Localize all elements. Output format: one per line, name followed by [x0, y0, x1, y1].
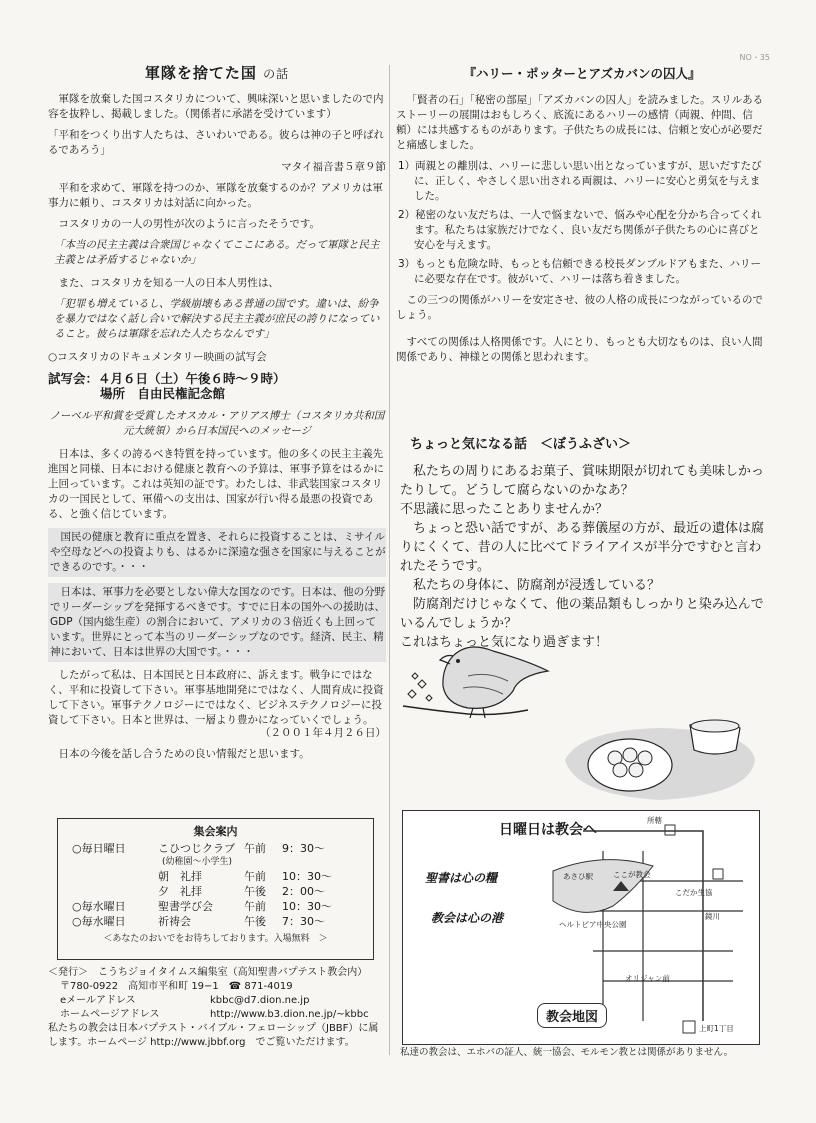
meeting-day	[58, 884, 158, 899]
list-item: 3）もっとも危険な時、もっとも信頼できる校長ダンブルドアもまた、ハリーに必要な存在です。彼がいて、ハリーは落ち着きました。	[398, 258, 762, 285]
publisher-address: 〒780-0922 高知市平和町 19−1 ☎ 871-4019	[60, 981, 293, 992]
paragraph: 私たちの身体に、防腐剤が浸透している？	[413, 578, 661, 593]
meeting-name: 祈祷会	[158, 915, 191, 928]
homepage-label: ホームページアドレス	[60, 1009, 160, 1020]
closing-paragraph: 日本の今後を話し合うための良い情報だと思います。	[58, 748, 310, 760]
paragraph: これはちょっと気になり過ぎます！	[400, 635, 609, 650]
disclaimer: 私達の教会は、エホバの証人、統一協会、モルモン教とは関係がありません。	[400, 1047, 734, 1058]
meeting-day: ○毎日曜日	[72, 842, 126, 855]
kininaru-title: ちょっと気になる話 ＜ぼうふざい＞	[410, 437, 632, 452]
meeting-ampm: 午前	[244, 870, 266, 883]
right-column	[396, 60, 768, 371]
paragraph: 防腐剤だけじゃなくて、他の薬品類もしっかりと染み込んでいるんでしょうか？	[400, 597, 764, 631]
meeting-time: 9：30〜	[282, 842, 325, 855]
meeting-schedule	[57, 818, 374, 960]
meeting-name: 聖書学び会	[158, 900, 213, 913]
map-label: あさひ駅	[563, 872, 593, 881]
meeting-time: 10：30〜	[282, 900, 332, 913]
meeting-name: 朝 礼拝	[158, 870, 202, 883]
church-map	[402, 810, 760, 1045]
meeting-name: 夕 礼拝	[158, 885, 202, 898]
meeting-time: 2：00〜	[282, 885, 325, 898]
sweets-illustration	[560, 700, 760, 810]
meeting-row	[58, 841, 373, 856]
meeting-ampm: 午前	[244, 900, 266, 913]
map-label: 鏡川	[705, 912, 720, 921]
meeting-ampm: 午前	[244, 842, 266, 855]
meeting-time: 10：30〜	[282, 870, 332, 883]
meeting-day: ○毎水曜日	[72, 900, 126, 913]
paragraph: すべての関係は人格関係です。人にとり、もっとも大切なものは、良い人間関係であり、神様との関係と思われます。	[396, 336, 763, 363]
bible-quote: 「平和をつくり出す人たちは、さいわいである。彼らは神の子と呼ばれるであろう」	[48, 129, 384, 156]
issue-number: NO・35	[739, 53, 770, 62]
message-paragraph: 日本は、多くの誇るべき特質を持っています。他の多くの民主主義先進国と同様、日本における健康と教育への予算は、軍事予算をはるかに上回っています。これは英知の証です。わたしは、非武装国家コスタリカの一国民として、軍備への支出は、国家が行い得る最悪の投資である、と強く信じています。	[48, 448, 384, 520]
meeting-ampm: 午後	[244, 915, 266, 928]
relationship-list	[396, 159, 768, 287]
paragraph: また、コスタリカを知る一人の日本人男性は、	[58, 277, 279, 289]
map-slogan: 教会は心の港	[431, 911, 504, 925]
meeting-sub: (幼稚園〜小学生)	[162, 857, 233, 867]
message-paragraph: したがって私は、日本国民と日本政府に、訴えます。戦争にではなく、平和に投資して下さい。軍事基地開発にではなく、人間育成に投資して下さい。軍事テクノロジーにではなく、ビジネステクノロジーに投資して下さい。日本と世界は、一層より豊かになっていくでしょう。	[48, 669, 384, 726]
list-item: 1）両親との離別は、ハリーに悲しい思い出となっていますが、思いだすたびに、正しく、やさしく思い出される両親は、ハリーに安心と勇気を与えました。	[398, 160, 762, 202]
article-title	[48, 66, 386, 82]
map-label: こだか生協	[675, 888, 713, 897]
left-column	[48, 60, 386, 768]
event-date: 試写会：４月６日（土）午後６時〜９時）	[48, 371, 286, 386]
quote: 「犯罪も増えているし、学級崩壊もある普通の国です。違いは、紛争を暴力ではなく話し合いで解決する民主主義が庶民の誇りになっていること。彼らは軍隊を忘れた人たちなんです」	[54, 298, 380, 340]
article-title-suffix: の話	[263, 67, 290, 81]
paragraph: ちょっと恐い話ですが、ある葬儀屋の方が、最近の遺体は腐りにくくて、昔の人に比べてドライアイスが半分ですむと言われたそうです。	[400, 521, 765, 574]
email-label: eメールアドレス	[60, 995, 136, 1006]
map-label: 上町1丁目	[699, 1024, 734, 1033]
homepage-link[interactable]: http://www.b3.dion.ne.jp/~kbbc	[210, 1009, 369, 1020]
article-title-text: 軍隊を捨てた国	[144, 64, 257, 82]
meeting-row	[58, 899, 373, 914]
paragraph: 私たちの周りにあるお菓子、賞味期限が切れても美味しかったりして。どうして腐らないのかなあ？	[400, 464, 765, 498]
email-link[interactable]: kbbc@d7.dion.ne.jp	[210, 995, 310, 1006]
bible-reference: マタイ福音書５章９節	[281, 161, 386, 173]
publisher-line: ＜発行＞ こうちジョイタイムス編集室（高知聖書バプテスト教会内）	[48, 967, 368, 978]
nobel-heading: ノーベル平和賞を受賞したオスカル・アリアス博士（コスタリカ共和国元大統領）から日本国民へのメッセージ	[49, 410, 385, 437]
quote: 「本当の民主主義は合衆国じゃなくてここにある。だって軍隊と民主主義とは矛盾するじゃないか」	[54, 239, 380, 266]
meeting-ampm: 午後	[244, 885, 266, 898]
meeting-note: ＜あなたのおいでをお待ちしております。入場無料 ＞	[103, 934, 328, 944]
meeting-row	[58, 884, 373, 899]
list-item: 2）秘密のない友だちは、一人で悩まないで、悩みや心配を分かち合ってくれます。私たちは家族だけでなく、良い友だち関係が子供たちの心に喜びと安心を与えます。	[398, 209, 762, 251]
meeting-time: 7：30〜	[282, 915, 325, 928]
map-label: オリジャン前	[625, 974, 670, 983]
map-label: ヘルトピア中央公園	[559, 920, 627, 929]
bird-illustration	[398, 636, 563, 726]
meeting-row	[58, 914, 373, 929]
message-paragraph: 日本は、軍事力を必要としない偉大な国なのです。日本は、他の分野でリーダーシップを発揮するべきです。すでに日本の国外への援助は、GDP（国内総生産）の割合において、アメリカの３倍近くも上回っています。世界にとって本当のリーダーシップなのです。経済、民主、精神において、日本は世界の大国です。・・・	[48, 583, 386, 662]
map-label: ここが教会	[613, 870, 651, 879]
intro-paragraph: 軍隊を放棄した国コスタリカについて、興味深いと思いましたので内容を抜粋し、掲載しました。（関係者に承諾を受けています）	[48, 93, 384, 120]
map-label: 所轄	[647, 816, 662, 825]
paragraph: 「賢者の石」「秘密の部屋」「アズカバンの囚人」を読みました。スリルあるストーリーの展開はおもしろく、底流にあるハリーの感情（両親、仲間、信頼）には共感するものがあります。子供たちの成長には、信頼と安心が必要だと痛感しました。	[396, 94, 764, 151]
meeting-row	[58, 869, 373, 884]
paragraph: この三つの関係がハリーを安定させ、彼の人格の成長につながっているのでしょう。	[396, 294, 763, 321]
message-paragraph: 国民の健康と教育に重点を置き、それらに投資することは、ミサイルや空母などへの投資よりも、はるかに深遠な强さを国家に与えることができるのです。・・・	[48, 528, 386, 577]
meeting-title: 集会案内	[193, 825, 238, 838]
harry-potter-title: 『ハリー・ポッターとアズカバンの囚人』	[463, 66, 701, 81]
meeting-day: ○毎水曜日	[72, 915, 126, 928]
paragraph: 不思議に思ったことありませんか？	[400, 502, 609, 517]
meeting-name: こひつじクラブ	[158, 842, 235, 855]
paragraph: コスタリカの一人の男性が次のように言ったそうです。	[58, 218, 321, 230]
event-place: 場所 自由民権記念館	[100, 386, 226, 401]
publisher-info	[48, 966, 386, 1050]
meeting-day	[58, 869, 158, 884]
map-slogan: 聖書は心の糧	[425, 871, 498, 885]
kininaru-section	[400, 433, 770, 652]
message-date: （２００１年４月２６日）	[260, 727, 386, 739]
map-caption: 教会地図	[537, 1003, 607, 1028]
publisher-note: 私たちの教会は日本バプテスト・バイブル・フェローシップ（JBBF）に属します。ホームページ http://www.jbbf.org でご覧いただけます。	[48, 1023, 379, 1048]
paragraph: 平和を求めて、軍隊を持つのか、軍隊を放棄するのか？アメリカは軍事力に頼り、コスタリカは対話に向かった。	[48, 182, 384, 209]
movie-notice: ○コスタリカのドキュメンタリー映画の試写会	[48, 351, 267, 363]
map-title: 日曜日は教会へ	[499, 822, 597, 838]
column-divider	[389, 65, 390, 1055]
